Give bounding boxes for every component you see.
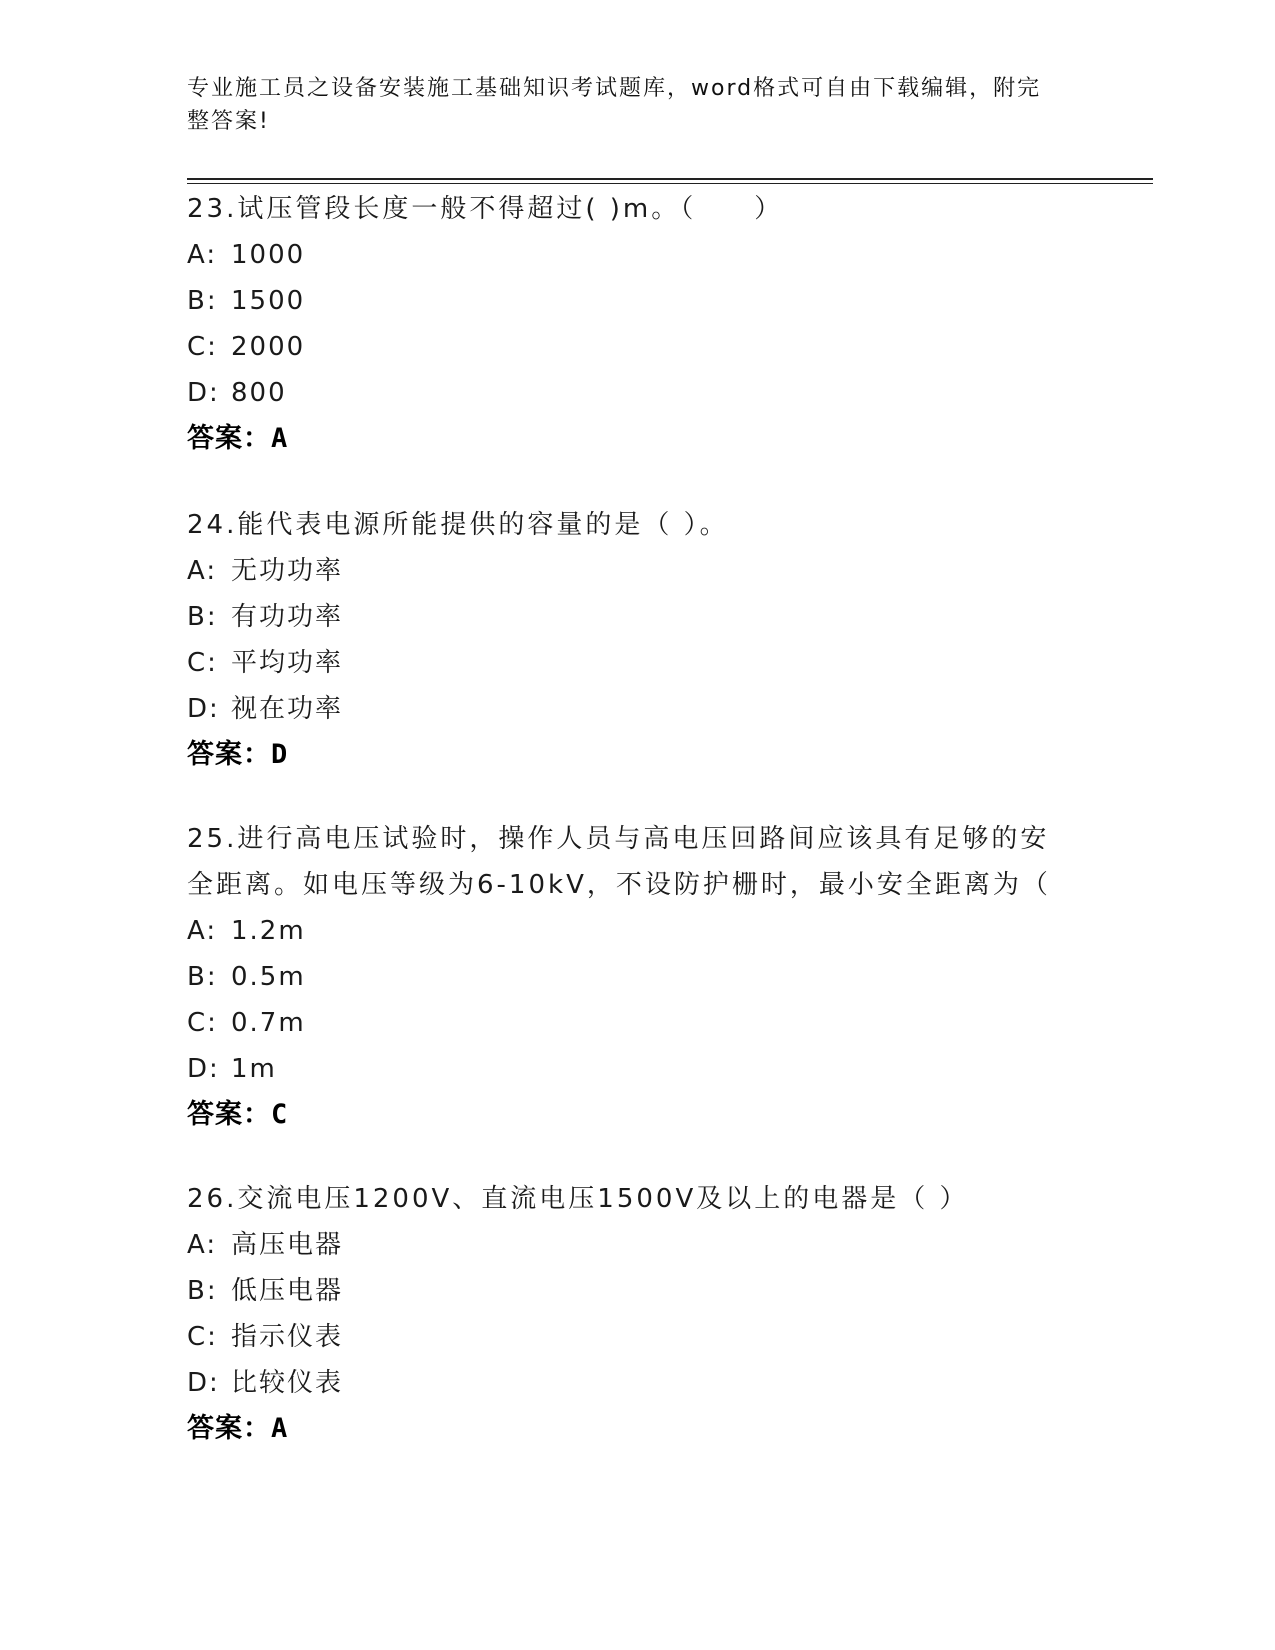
- option-d: D: 视在功率: [187, 694, 344, 724]
- option-c: C: 0.7m: [187, 1008, 306, 1038]
- question-stem: 26.交流电压1200V、直流电压1500V及以上的电器是（ ）: [187, 1184, 969, 1214]
- option-b: B: 1500: [187, 286, 306, 316]
- answer-value: D: [271, 739, 288, 770]
- answer-line: 答案：D: [187, 739, 288, 770]
- option-a: A: 高压电器: [187, 1230, 344, 1260]
- option-d: D: 800: [187, 378, 287, 408]
- answer-value: A: [271, 1413, 288, 1444]
- option-c: C: 平均功率: [187, 648, 344, 678]
- option-b: B: 0.5m: [187, 962, 306, 992]
- header-line-2: 整答案!: [187, 109, 270, 134]
- option-b: B: 低压电器: [187, 1276, 344, 1306]
- question-stem: 25.进行高电压试验时，操作人员与高电压回路间应该具有足够的安全距离。如电压等级为6-10kV，不设防护栅时，最小安全距离为（: [187, 824, 1051, 900]
- header-divider-thin: [187, 183, 1153, 184]
- option-d: D: 比较仪表: [187, 1368, 344, 1398]
- option-a: A: 1.2m: [187, 916, 306, 946]
- answer-value: A: [271, 423, 288, 454]
- answer-value: C: [271, 1099, 288, 1130]
- header-divider-thick: [187, 178, 1153, 180]
- option-a: A: 1000: [187, 240, 306, 270]
- header-line-1: 专业施工员之设备安装施工基础知识考试题库，word格式可自由下载编辑，附完: [187, 76, 1042, 101]
- option-b: B: 有功功率: [187, 602, 344, 632]
- question-stem: 24.能代表电源所能提供的容量的是（ ）。: [187, 510, 729, 540]
- question-25: [187, 816, 1067, 1138]
- question-24: [187, 502, 1087, 778]
- answer-line: 答案：C: [187, 1099, 288, 1130]
- answer-line: 答案：A: [187, 423, 288, 454]
- question-23: [187, 186, 1087, 462]
- option-a: A: 无功功率: [187, 556, 344, 586]
- option-c: C: 指示仪表: [187, 1322, 344, 1352]
- question-26: [187, 1176, 1087, 1452]
- document-header: [187, 72, 1067, 138]
- answer-line: 答案：A: [187, 1413, 288, 1444]
- question-stem: 23.试压管段长度一般不得超过( )m。（ ）: [187, 194, 784, 224]
- option-c: C: 2000: [187, 332, 306, 362]
- option-d: D: 1m: [187, 1054, 277, 1084]
